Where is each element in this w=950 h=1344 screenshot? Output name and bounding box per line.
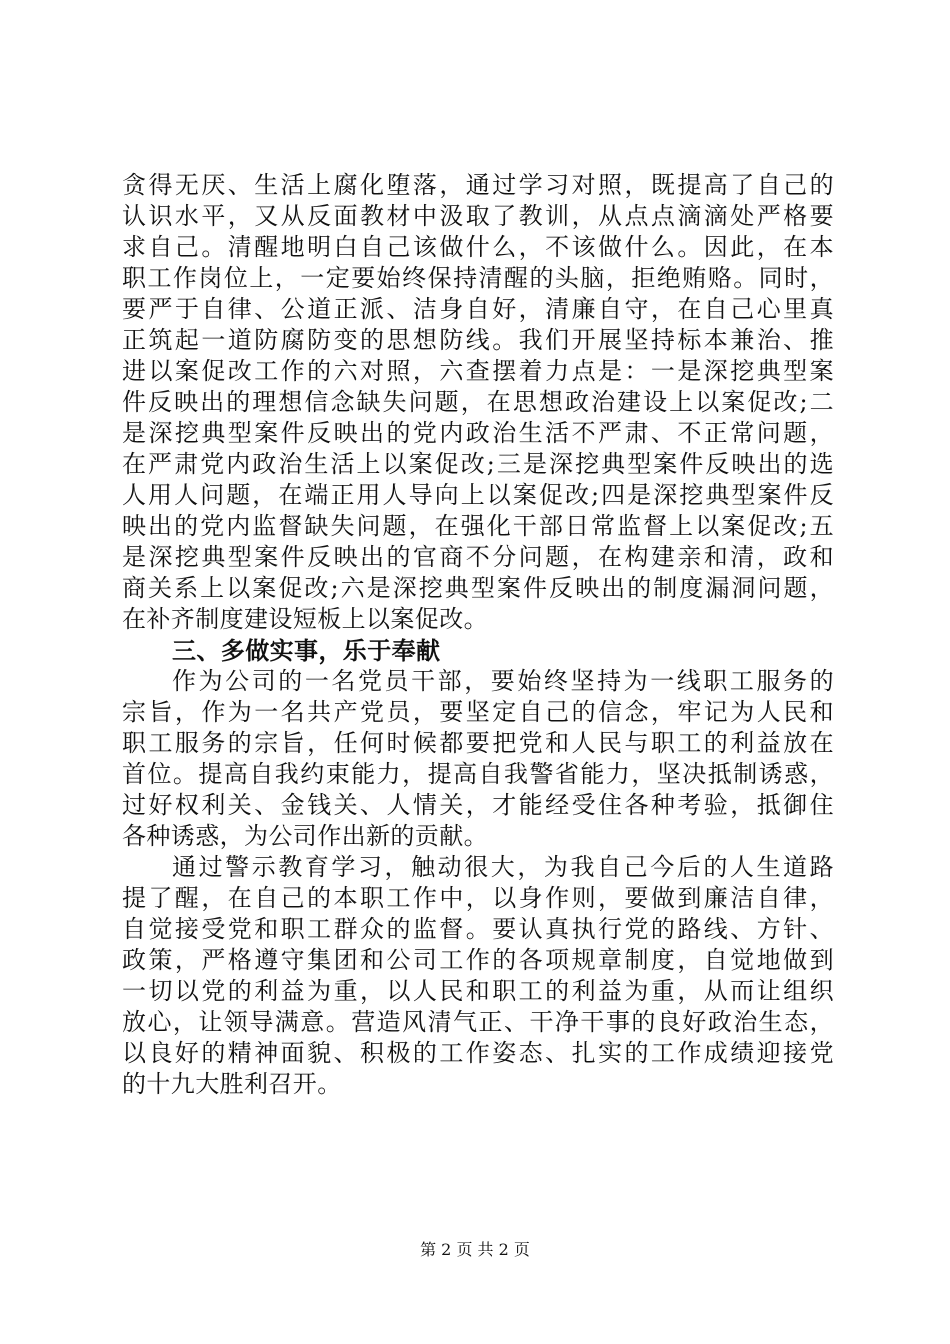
text-line: 职工作岗位上，一定要始终保持清醒的头脑，拒绝贿赂。同时， xyxy=(122,264,834,292)
text-line: 商关系上以案促改;六是深挖典型案件反映出的制度漏洞问题， xyxy=(122,574,834,602)
text-line: 件反映出的理想信念缺失问题，在思想政治建设上以案促改;二 xyxy=(122,388,834,416)
page-footer xyxy=(0,1240,950,1260)
text-line: 以良好的精神面貌、积极的工作姿态、扎实的工作成绩迎接党 xyxy=(122,1039,834,1067)
page-number: 第 2 页 共 2 页 xyxy=(420,1240,530,1259)
text-line: 贪得无厌、生活上腐化堕落，通过学习对照，既提高了自己的 xyxy=(122,171,834,199)
text-line: 一切以党的利益为重，以人民和职工的利益为重，从而让组织 xyxy=(122,977,834,1005)
section-heading: 三、多做实事，乐于奉献 xyxy=(172,636,441,665)
text-line: 自觉接受党和职工群众的监督。要认真执行党的路线、方针、 xyxy=(122,915,834,943)
text-line: 要严于自律、公道正派、洁身自好，清廉自守，在自己心里真 xyxy=(122,295,834,323)
text-line: 的十九大胜利召开。 xyxy=(122,1070,342,1098)
text-line: 正筑起一道防腐防变的思想防线。我们开展坚持标本兼治、推 xyxy=(122,326,834,354)
text-line: 过好权利关、金钱关、人情关，才能经受住各种考验，抵御住 xyxy=(122,791,834,819)
text-line: 政策，严格遵守集团和公司工作的各项规章制度，自觉地做到 xyxy=(122,946,834,974)
paragraph-3 xyxy=(122,852,834,1100)
text-line: 人用人问题，在端正用人导向上以案促改;四是深挖典型案件反 xyxy=(122,481,834,509)
text-line: 是深挖典型案件反映出的官商不分问题，在构建亲和清，政和 xyxy=(122,543,834,571)
text-line: 宗旨，作为一名共产党员，要坚定自己的信念，牢记为人民和 xyxy=(122,698,834,726)
text-line: 作为公司的一名党员干部，要始终坚持为一线职工服务的 xyxy=(172,667,834,695)
text-line: 首位。提高自我约束能力，提高自我警省能力，坚决抵制诱惑， xyxy=(122,760,834,788)
paragraph-1 xyxy=(122,170,834,635)
text-line: 是深挖典型案件反映出的党内政治生活不严肃、不正常问题， xyxy=(122,419,834,447)
text-line: 通过警示教育学习，触动很大，为我自己今后的人生道路 xyxy=(172,853,834,881)
text-line: 进以案促改工作的六对照，六查摆着力点是：一是深挖典型案 xyxy=(122,357,834,385)
paragraph-2 xyxy=(122,666,834,852)
text-line: 在补齐制度建设短板上以案促改。 xyxy=(122,605,488,633)
text-line: 映出的党内监督缺失问题，在强化干部日常监督上以案促改;五 xyxy=(122,512,834,540)
text-line: 认识水平，又从反面教材中汲取了教训，从点点滴滴处严格要 xyxy=(122,202,834,230)
text-line: 放心，让领导满意。营造风清气正、干净干事的良好政治生态， xyxy=(122,1008,834,1036)
text-line: 提了醒，在自己的本职工作中，以身作则，要做到廉洁自律， xyxy=(122,884,834,912)
text-line: 在严肃党内政治生活上以案促改;三是深挖典型案件反映出的选 xyxy=(122,450,834,478)
text-line: 求自己。清醒地明白自己该做什么，不该做什么。因此，在本 xyxy=(122,233,834,261)
document-body xyxy=(122,170,834,1100)
text-line: 各种诱惑，为公司作出新的贡献。 xyxy=(122,822,488,850)
text-line: 职工服务的宗旨，任何时候都要把党和人民与职工的利益放在 xyxy=(122,729,834,757)
